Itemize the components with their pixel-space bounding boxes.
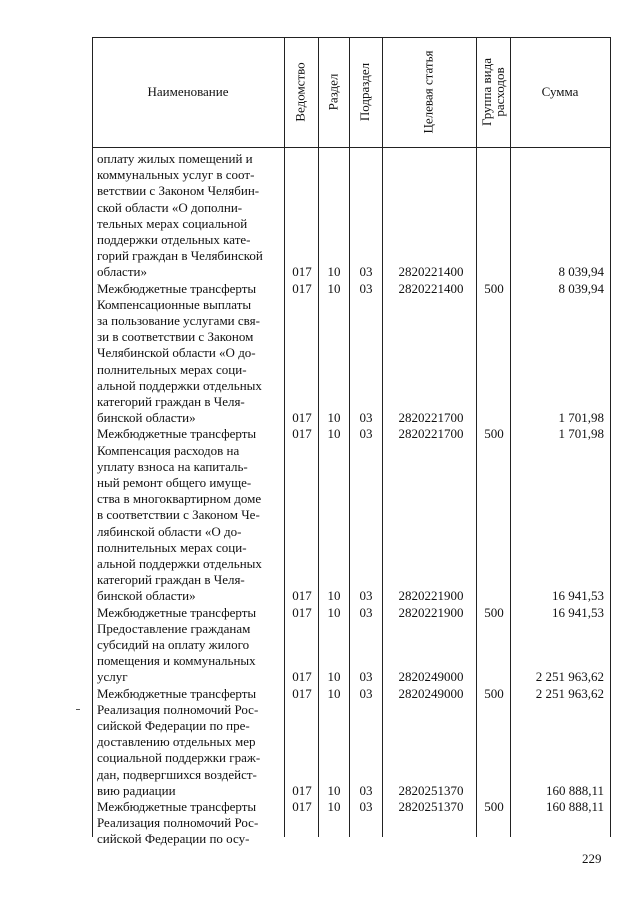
header-vedomstvo: Ведомство bbox=[293, 62, 308, 122]
row-gruppa: 500 bbox=[484, 426, 504, 442]
row-celevaya-statya: 2820221900 bbox=[398, 604, 464, 620]
row-celevaya-statya: 2820249000 bbox=[398, 685, 464, 701]
row-razdel: 10 bbox=[327, 782, 341, 798]
row-summa: 1 701,98 bbox=[558, 426, 604, 442]
header-name: Наименование bbox=[147, 84, 229, 99]
row-podrazdel: 03 bbox=[359, 426, 373, 442]
budget-table bbox=[92, 37, 611, 847]
column-divider bbox=[318, 37, 319, 837]
row-gruppa: 500 bbox=[484, 685, 504, 701]
column-divider bbox=[510, 37, 511, 837]
row-razdel: 10 bbox=[327, 280, 341, 296]
row-podrazdel: 03 bbox=[359, 588, 373, 604]
row-vedomstvo: 017 bbox=[292, 426, 312, 442]
table-border-right bbox=[610, 37, 611, 837]
row-vedomstvo: 017 bbox=[292, 264, 312, 280]
row-razdel: 10 bbox=[327, 685, 341, 701]
row-podrazdel: 03 bbox=[359, 799, 373, 814]
row-vedomstvo: 017 bbox=[292, 669, 312, 685]
row-gruppa: 500 bbox=[484, 604, 504, 620]
row-razdel: 10 bbox=[327, 604, 341, 620]
row-summa: 2 251 963,62 bbox=[535, 685, 604, 701]
header-celevaya-statya: Целевая статья bbox=[420, 50, 436, 134]
row-celevaya-statya: 2820249000 bbox=[398, 669, 464, 685]
row-podrazdel: 03 bbox=[359, 280, 373, 296]
row-summa: 8 039,94 bbox=[558, 264, 604, 280]
row-summa: 1 701,98 bbox=[558, 410, 604, 426]
row-name: Реализация полномочий Рос- сийской Федерации по осу- bbox=[97, 815, 259, 847]
row-vedomstvo: 017 bbox=[292, 685, 312, 701]
row-celevaya-statya: 2820251370 bbox=[398, 799, 464, 814]
row-summa: 2 251 963,62 bbox=[535, 669, 604, 685]
table-border-left bbox=[92, 37, 93, 837]
row-name: Межбюджетные трансферты bbox=[97, 604, 257, 620]
row-summa: 160 888,11 bbox=[545, 799, 604, 814]
row-podrazdel: 03 bbox=[359, 782, 373, 798]
column-divider bbox=[284, 37, 285, 837]
header-summa: Сумма bbox=[541, 84, 579, 99]
row-summa: 160 888,11 bbox=[545, 782, 604, 798]
row-vedomstvo: 017 bbox=[292, 410, 312, 426]
row-vedomstvo: 017 bbox=[292, 799, 312, 814]
row-vedomstvo: 017 bbox=[292, 280, 312, 296]
row-podrazdel: 03 bbox=[359, 604, 373, 620]
row-celevaya-statya: 2820221400 bbox=[398, 264, 464, 280]
header-podrazdel: Подраздел bbox=[357, 62, 373, 122]
row-gruppa: 500 bbox=[484, 280, 504, 296]
row-name: Компенсация расходов на уплату взноса на капиталь- ный ремонт общего имуще- ства в многоквартирном доме в соответствии с Законом Че- лябинской области «О до- полнительных мерах соци- альной поддержки отдельных категорий граждан в Челя- бинской области» bbox=[97, 442, 262, 604]
row-razdel: 10 bbox=[327, 669, 341, 685]
row-name: Межбюджетные трансферты bbox=[97, 280, 257, 296]
scan-speck bbox=[76, 709, 80, 710]
row-name: оплату жилых помещений и коммунальных услуг в соот- ветствии с Законом Челябин- ской области «О дополни- тельных мерах социальной поддержки отдельных кате- горий граждан в Челябинской области» bbox=[97, 151, 263, 280]
row-name: Компенсационные выплаты за пользование услугами свя- зи в соответствии с Законом Челябинской области «О до- полнительных мерах соци- альной поддержки отдельных категорий граждан в Челя- бинской области» bbox=[97, 296, 262, 426]
row-razdel: 10 bbox=[327, 799, 341, 814]
row-celevaya-statya: 2820221900 bbox=[398, 588, 464, 604]
row-name: Предоставление гражданам субсидий на оплату жилого помещения и коммунальных услуг bbox=[97, 620, 256, 685]
row-podrazdel: 03 bbox=[359, 410, 373, 426]
row-gruppa: 500 bbox=[484, 799, 504, 814]
row-name: Межбюджетные трансферты bbox=[97, 685, 257, 701]
row-summa: 16 941,53 bbox=[552, 588, 604, 604]
page-number: 229 bbox=[582, 851, 602, 866]
row-name: Реализация полномочий Рос- сийской Федерации по пре- доставлению отдельных мер социальной поддержки граж- дан, подвергшихся воздейст- вию радиации bbox=[97, 701, 261, 798]
row-celevaya-statya: 2820221400 bbox=[398, 280, 464, 296]
column-divider bbox=[476, 37, 477, 837]
row-razdel: 10 bbox=[327, 264, 341, 280]
row-summa: 8 039,94 bbox=[558, 280, 604, 296]
row-name: Межбюджетные трансферты bbox=[97, 426, 257, 442]
row-razdel: 10 bbox=[327, 410, 341, 426]
column-divider bbox=[382, 37, 383, 837]
row-podrazdel: 03 bbox=[359, 685, 373, 701]
header-divider bbox=[92, 147, 611, 148]
row-razdel: 10 bbox=[327, 588, 341, 604]
row-celevaya-statya: 2820221700 bbox=[398, 426, 464, 442]
row-celevaya-statya: 2820251370 bbox=[398, 782, 464, 798]
row-name: Межбюджетные трансферты bbox=[97, 799, 257, 814]
row-vedomstvo: 017 bbox=[292, 588, 312, 604]
header-razdel: Раздел bbox=[325, 73, 341, 111]
row-vedomstvo: 017 bbox=[292, 604, 312, 620]
row-razdel: 10 bbox=[327, 426, 341, 442]
row-vedomstvo: 017 bbox=[292, 782, 312, 798]
row-summa: 16 941,53 bbox=[552, 604, 604, 620]
row-podrazdel: 03 bbox=[359, 669, 373, 685]
row-podrazdel: 03 bbox=[359, 264, 373, 280]
header-gruppa-vida-rashodov: Группа вида расходов bbox=[479, 58, 508, 126]
row-celevaya-statya: 2820221700 bbox=[398, 410, 464, 426]
